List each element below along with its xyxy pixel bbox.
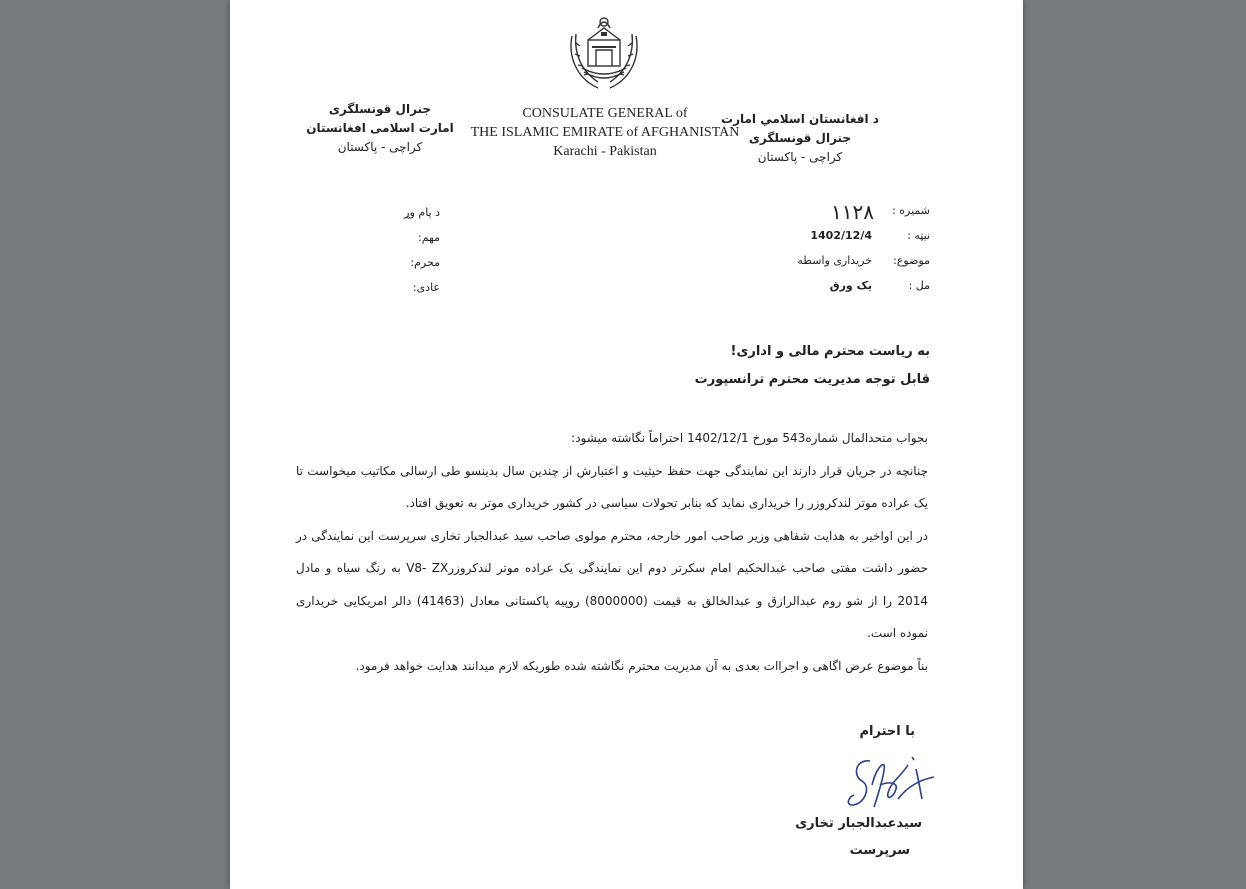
closing-regards: با احترام (859, 724, 915, 739)
header-left (300, 100, 460, 157)
body-paragraph-1: بجواب متحدالمال شماره543 مورخ 1402/12/1 احتراماً نگاشته میشود: (571, 431, 928, 445)
header-center-line2: THE ISLAMIC EMIRATE of AFGHANISTAN (470, 125, 740, 140)
header-center (465, 104, 745, 161)
header-right-line1: د افغانستان اسلامي امارت (721, 112, 879, 126)
body-paragraph-4: بناً موضوع عرض اگاهی و اجراات بعدی به آن مدیریت محترم نگاشته شده طوریکه لازم میدانند هدایت خواهد فرمود. (355, 658, 928, 673)
subject-value: خریداری واسطه (797, 254, 872, 267)
addressee-line2: قابل توجه مدیریت محترم ترانسپورت (694, 372, 930, 387)
addressee-line1: به ریاست محترم مالی و اداری! (730, 344, 930, 359)
attachments-label: مل : (908, 279, 930, 292)
header-left-line1: جنرال قونسلگری (328, 102, 432, 116)
header-center-line1: CONSULATE GENERAL of (522, 106, 688, 121)
header-right-line2: جنرال قونسلگری (748, 131, 852, 145)
meta-block (750, 200, 930, 304)
header-right-line3: کراچی - پاکستان (757, 150, 843, 164)
emblem-icon (558, 6, 650, 98)
attachments-value: یک ورق (829, 279, 872, 292)
date-label: نیټه : (907, 229, 930, 242)
priority-title: د پام وړ (404, 206, 440, 219)
signature-icon (842, 755, 938, 813)
date-value: 1402/12/4 (810, 229, 872, 242)
header-center-line3: Karachi - Pakistan (553, 144, 657, 159)
document-page (230, 0, 1023, 889)
priority-block (350, 206, 440, 306)
number-label: شمیره : (892, 204, 930, 217)
body-paragraph-3: در این اواخیر به هدایت شفاهی وزیر صاحب امور خارجه، محترم مولوی صاحب سید عبدالجبار تخاری سرپرست این نمایندگی در حضور داشت مفتی صاحب عبدالحکیم امام سکرتر دوم این نمایندگی یک عراده موتر لندکروزرV8- ZX به رنگ سیاه و مادل 2014 را از شو روم عبدالرازق و عبدالخالق به قیمت (8000000) روپیه پاکستانی معادل (41463) دالر امریکایی خریداری نموده است. (296, 528, 928, 640)
addressee-block (530, 338, 930, 394)
header-left-line3: کراچی - پاکستان (337, 140, 423, 154)
priority-confidential: محرم: (410, 256, 440, 269)
body-paragraph-2: چنانچه در جریان قرار دارند این نمایندگی جهت حفظ حیثیت و اعتبارش از چندین سال بدینسو طی ارسالی مکاتیب میخواست تا یک عراده موتر لندکروزر را خریداری نماید که بنابر تحولات سیاسی در کشور خریداری موتر به تعویق افتاد. (296, 463, 928, 510)
subject-label: موضوع: (893, 254, 930, 267)
header-left-line2: امارت اسلامی افغانستان (306, 121, 454, 135)
number-value: ۱۱۲۸ (831, 200, 874, 224)
letter-body (296, 422, 928, 682)
signatory-name: سیدعبدالجبار تخاری (795, 816, 922, 831)
priority-normal: عادی: (412, 281, 440, 294)
signatory-title: سرپرست (849, 843, 910, 858)
priority-important: مهم: (418, 231, 440, 244)
